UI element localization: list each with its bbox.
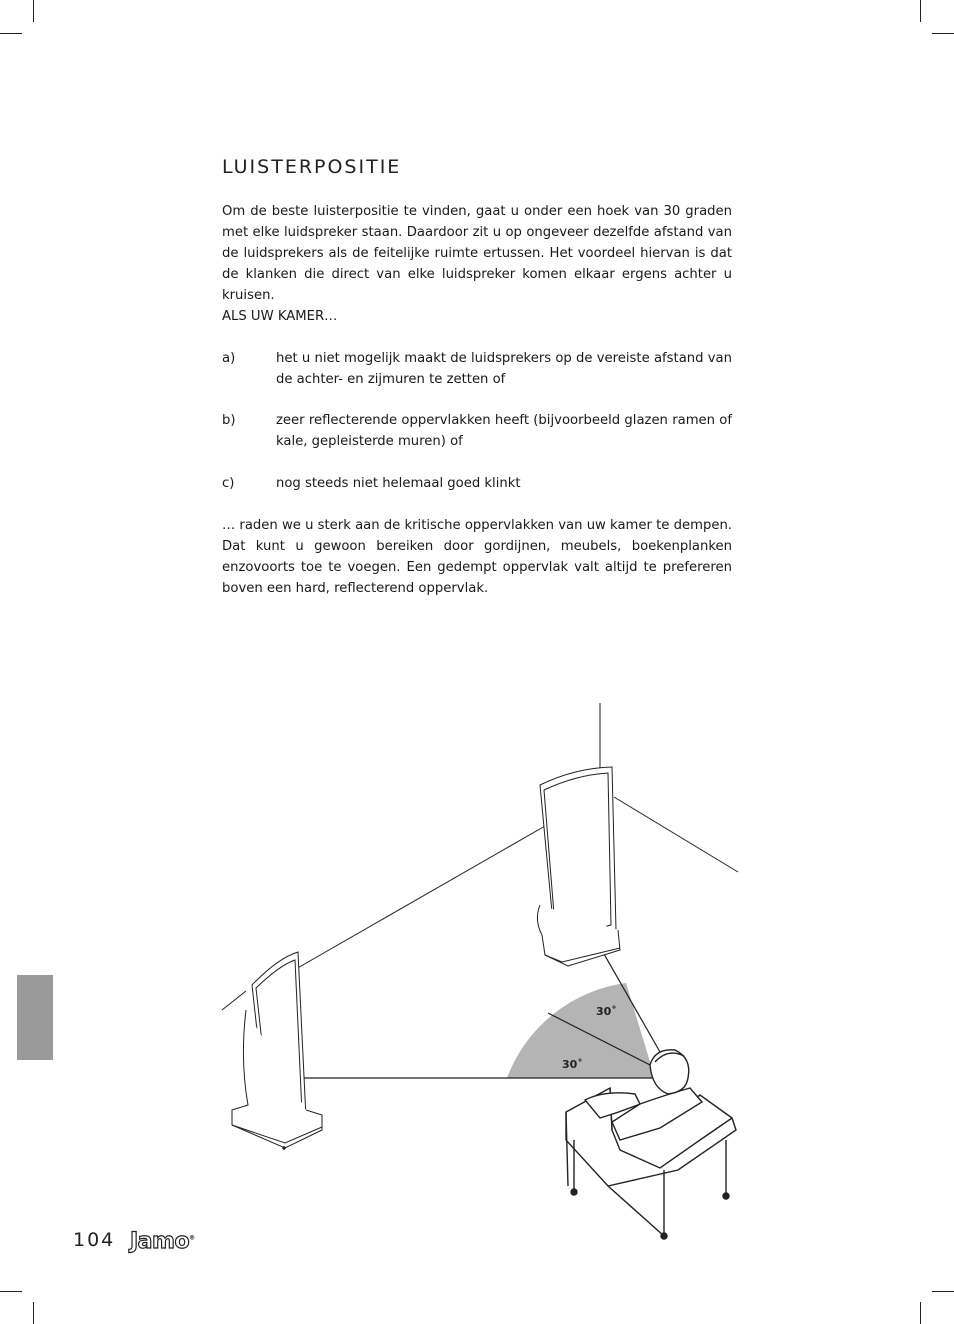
intro-paragraph: Om de beste luisterpositie te vinden, gaat u onder een hoek van 30 graden met elke luidspreker staan. Daardoor zit u op ongeveer dezelfde afstand van de luidsprekers als de feitelijke ruimte ertussen. Het voordeel hiervan is dat de klanken die direct van elke luidspreker komen elkaar ergens achter u kruisen. (222, 204, 732, 303)
item-text-a: het u niet mogelijk maakt de luidsprekers op de vereiste afstand van de achter- en zijmuren te zetten of (276, 351, 732, 387)
item-label-b: b) (222, 413, 236, 428)
item-text-b: zeer reflecterende oppervlakken heeft (bijvoorbeeld glazen ramen of kale, gepleisterde muren) of (276, 413, 732, 449)
condition-heading: ALS UW KAMER… (222, 309, 338, 324)
conclusion-paragraph: … raden we u sterk aan de kritische oppervlakken van uw kamer te dempen. Dat kunt u gewoon bereiken door gordijnen, meubels, boekenplanken enzovoorts toe te voegen. Een gedempt oppervlak valt altijd te prefereren boven een hard, reflecterend oppervlak. (222, 518, 732, 596)
page-title: LUISTERPOSITIE (222, 156, 402, 178)
section-side-tab (17, 975, 53, 1060)
right-wall-line (614, 797, 738, 872)
angle-label-lower: 30˚ (562, 1058, 583, 1071)
item-label-c: c) (222, 476, 235, 491)
item-label-a: a) (222, 351, 236, 366)
speaker-front-icon (232, 952, 322, 1149)
jamo-logo: Jamo® (130, 1229, 195, 1254)
brand-name: Jamo (130, 1229, 190, 1254)
speaker-back-icon (537, 767, 620, 966)
angle-label-upper: 30˚ (596, 1005, 617, 1018)
back-wall-line-end (222, 991, 246, 1010)
item-text-c: nog steeds niet helemaal goed klinkt (276, 476, 521, 491)
page-number: 104 (73, 1229, 116, 1251)
back-wall-line (268, 826, 545, 985)
